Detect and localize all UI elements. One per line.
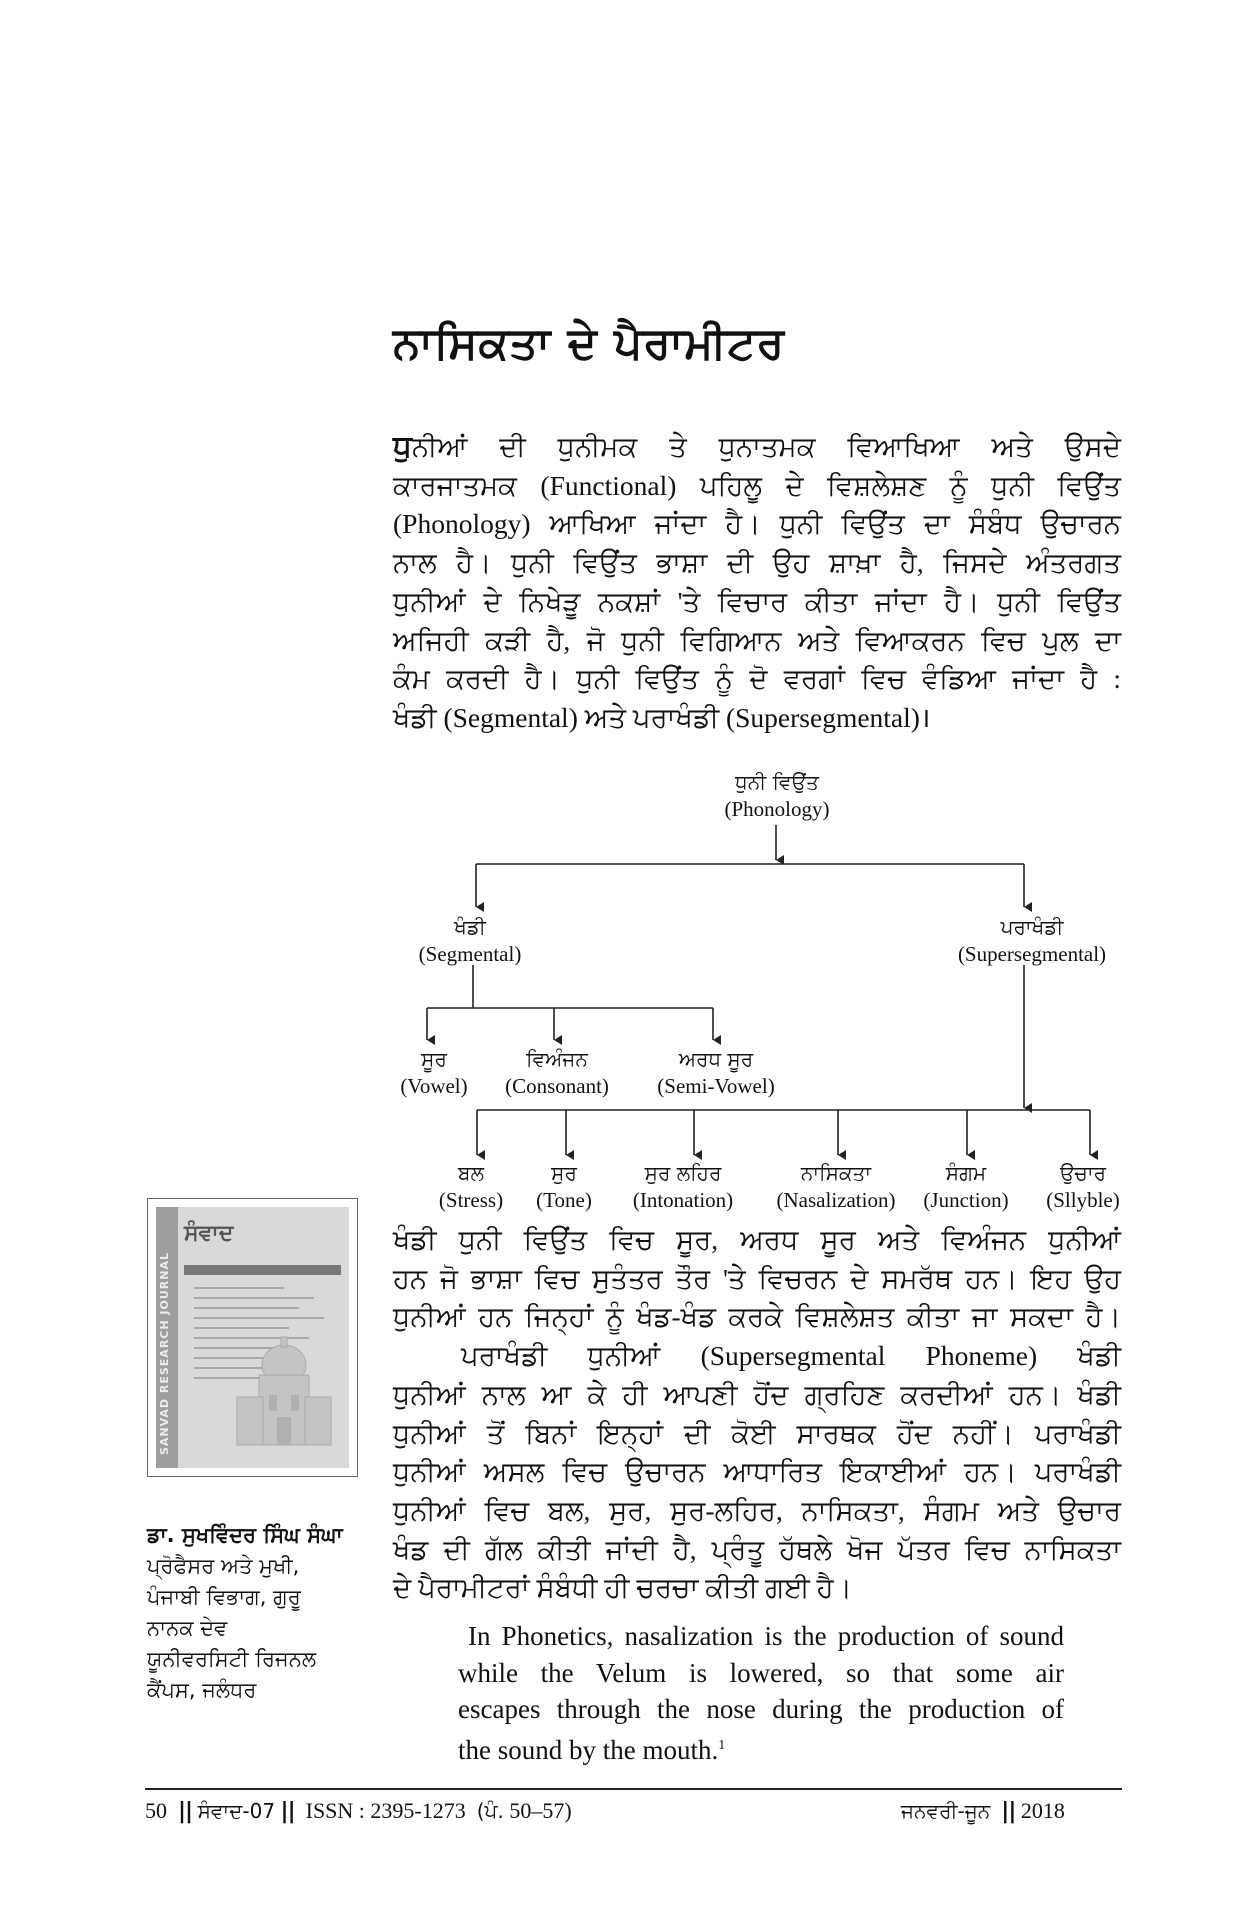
cover-toc-line [194, 1307, 299, 1309]
intro-line: ਨਾਲ ਹੈ। ਧੁਨੀ ਵਿਉਂਤ ਭਾਸ਼ਾ ਦੀ ਉਹ ਸ਼ਾਖ਼ਾ ਹੈ, ਜਿਸਦੇ ਅੰਤਰਗਤ [393, 547, 1121, 579]
author-affiliation-line: ਪੰਜਾਬੀ ਵਿਭਾਗ, ਗੁਰੂ [147, 1585, 301, 1609]
author-affiliation-line: ਪ੍ਰੋਫੈਸਰ ਅਤੇ ਮੁਖੀ, [147, 1554, 300, 1578]
node-stress [439, 1160, 503, 1214]
node-syllable [1046, 1160, 1120, 1214]
page-title: ਨਾਸਿਕਤਾ ਦੇ ਪੈਰਾਮੀਟਰ [393, 318, 785, 369]
block-quote [458, 1618, 1064, 1768]
journal-name: ਸੰਵਾਦ-07 [197, 1799, 276, 1823]
body-line: ਧੁਨੀਆਂ ਹਨ ਜਿਨ੍ਹਾਂ ਨੂੰ ਖੰਡ-ਖੰਡ ਕਰਕੇ ਵਿਸ਼ਲੇਸ਼ਤ ਕੀਤਾ ਜਾ ਸਕਦਾ ਹੈ। [393, 1301, 1121, 1333]
body-line: ਧੁਨੀਆਂ ਨਾਲ ਆ ਕੇ ਹੀ ਆਪਣੀ ਹੋਂਦ ਗ੍ਰਹਿਣ ਕਰਦੀਆਂ ਹਨ। ਖੰਡੀ [393, 1378, 1121, 1410]
node-label-en: (Semi-Vowel) [657, 1074, 775, 1098]
node-label-pa: ਸੰਗਮ [945, 1161, 987, 1185]
pages-ref: 50–57) [509, 1798, 572, 1823]
node-label-en: (Segmental) [418, 942, 522, 966]
body-line: ਦੇ ਪੈਰਾਮੀਟਰਾਂ ਸੰਬੰਧੀ ਹੀ ਚਰਚਾ ਕੀਤੀ ਗਈ ਹੈ। [393, 1572, 853, 1604]
node-label-pa: ਬਲ [457, 1161, 484, 1185]
node-label-pa: ਅਰਧ ਸੂਰ [678, 1047, 754, 1071]
cover-toc-line [194, 1287, 284, 1289]
cover-toc-line [194, 1317, 324, 1319]
issue-period: ਜਨਵਰੀ-ਜੂਨ [901, 1799, 991, 1823]
node-label-pa: ਸੁਰ ਲਹਿਰ [644, 1161, 722, 1185]
body-line: ਖੰਡੀ ਧੁਨੀ ਵਿਉਂਤ ਵਿਚ ਸੂਰ, ਅਰਧ ਸੂਰ ਅਤੇ ਵਿਅੰਜਨ ਧੁਨੀਆਂ [393, 1224, 1121, 1255]
node-junction [923, 1160, 1008, 1214]
node-label-en: (Phonology) [724, 797, 830, 821]
node-label-en: (Tone) [536, 1188, 592, 1212]
body-paragraph [393, 1221, 1121, 1608]
cover-title-bar [184, 1265, 341, 1275]
footer-left [145, 1798, 572, 1824]
node-label-pa: ਸੂਰ [421, 1047, 447, 1071]
body-line: ਖੰਡ ਦੀ ਗੱਲ ਕੀਤੀ ਜਾਂਦੀ ਹੈ, ਪ੍ਰੰਤੂ ਹੱਥਲੇ ਖੋਜ ਪੱਤਰ ਵਿਚ ਨਾਸਿਕਤਾ [393, 1533, 1121, 1565]
node-label-pa: ਧੁਨੀ ਵਿਉਂਤ [735, 770, 819, 794]
cover-spine-text: SANVAD RESEARCH JOURNAL [158, 1252, 171, 1455]
node-label-en: (Intonation) [632, 1188, 734, 1212]
node-nasalization [777, 1160, 896, 1214]
node-label-pa: ਵਿਅੰਜਨ [526, 1047, 588, 1071]
node-label-pa: ਨਾਸਿਕਤਾ [800, 1161, 872, 1185]
cover-building-illustration [229, 1325, 339, 1455]
footer-separator: || [178, 1799, 193, 1824]
page-number: 50 [145, 1798, 167, 1823]
body-line: ਧੁਨੀਆਂ ਤੋਂ ਬਿਨਾਂ ਇਨ੍ਹਾਂ ਦੀ ਕੋਈ ਸਾਰਥਕ ਹੋਂਦ ਨਹੀਂ। ਪਰਾਖੰਡੀ [393, 1417, 1121, 1449]
node-label-pa: ਖੰਡੀ [454, 915, 486, 939]
body-line: ਹਨ ਜੋ ਭਾਸ਼ਾ ਵਿਚ ਸੁਤੰਤਰ ਤੌਰ 'ਤੇ ਵਿਚਰਨ ਦੇ ਸਮਰੱਥ ਹਨ। ਇਹ ਉਹ [393, 1262, 1121, 1294]
node-segmental [419, 914, 522, 968]
quote-line: while the Velum is lowered, so that some air [458, 1657, 1064, 1688]
issue-year: 2018 [1020, 1798, 1065, 1823]
body-line: ਧੁਨੀਆਂ ਅਸਲ ਵਿਚ ਉਚਾਰਨ ਆਧਾਰਿਤ ਇਕਾਈਆਂ ਹਨ। ਪਰਾਖੰਡੀ [393, 1456, 1121, 1488]
node-tone [536, 1160, 592, 1214]
node-label-en: (Stress) [438, 1188, 504, 1212]
node-semi-vowel [657, 1046, 774, 1100]
node-label-en: (Consonant) [505, 1074, 609, 1098]
intro-line: ਖੰਡੀ (Segmental) ਅਤੇ ਪਰਾਖੰਡੀ (Supersegmental)। [393, 701, 931, 733]
intro-line: ਧੁਨੀਆਂ ਦੇ ਨਿਖੇੜੂ ਨਕਸ਼ਾਂ 'ਤੇ ਵਿਚਾਰ ਕੀਤਾ ਜਾਂਦਾ ਹੈ। ਧੁਨੀ ਵਿਉਂਤ [393, 585, 1121, 617]
footnote-marker: 1 [718, 1737, 726, 1753]
footer-right [901, 1798, 1065, 1824]
intro-line: ਕੰਮ ਕਰਦੀ ਹੈ। ਧੁਨੀ ਵਿਉਂਤ ਨੂੰ ਦੋ ਵਰਗਾਂ ਵਿਚ ਵੰਡਿਆ ਜਾਂਦਾ ਹੈ : [393, 663, 1121, 695]
node-phonology [725, 769, 830, 823]
issn: ISSN : 2395-1273 [305, 1798, 466, 1823]
footer-separator: || [280, 1799, 295, 1824]
node-supersegmental [958, 914, 1106, 968]
pages-ref-prefix: (ਪੰ. [476, 1799, 504, 1823]
node-consonant [505, 1046, 609, 1100]
cover-logo: ਸੰਵਾਦ [184, 1221, 234, 1246]
node-label-pa: ਸੁਰ [551, 1161, 577, 1185]
intro-line: (Phonology) ਆਖਿਆ ਜਾਂਦਾ ਹੈ। ਧੁਨੀ ਵਿਉਂਤ ਦਾ ਸੰਬੰਧ ਉਚਾਰਨ [393, 508, 1121, 540]
drop-cap: ਧੁ [393, 429, 412, 464]
node-label-en: (Junction) [923, 1188, 1009, 1212]
node-intonation [633, 1160, 733, 1214]
cover-artwork [156, 1207, 349, 1468]
node-label-en: (Vowel) [400, 1074, 468, 1098]
intro-line-text: ਨੀਆਂ ਦੀ ਧੁਨੀਮਕ ਤੇ ਧੁਨਾਤਮਕ ਵਿਆਖਿਆ ਅਤੇ ਉਸਦੇ [411, 431, 1121, 462]
quote-line-text: the sound by the mouth. [458, 1734, 719, 1765]
author-name: ਡਾ. ਸੁਖਵਿੰਦਰ ਸਿੰਘ ਸੰਘਾ [147, 1523, 343, 1547]
node-label-pa: ਉਚਾਰ [1059, 1161, 1107, 1185]
intro-line: ਕਾਰਜਾਤਮਕ (Functional) ਪਹਿਲੂ ਦੇ ਵਿਸ਼ਲੇਸ਼ਣ ਨੂੰ ਧੁਨੀ ਵਿਉਂਤ [393, 469, 1121, 501]
intro-line: ਅਜਿਹੀ ਕੜੀ ਹੈ, ਜੋ ਧੁਨੀ ਵਿਗਿਆਨ ਅਤੇ ਵਿਆਕਰਨ ਵਿਚ ਪੁਲ ਦਾ [393, 624, 1121, 656]
quote-line [458, 1728, 1064, 1769]
node-vowel [400, 1046, 467, 1100]
node-label-en: (Nasalization) [776, 1188, 896, 1212]
cover-toc-line [194, 1297, 314, 1299]
author-affiliation-line: ਯੂਨੀਵਰਸਿਟੀ ਰਿਜਨਲ [147, 1647, 317, 1671]
footer-rule [145, 1788, 1122, 1790]
quote-line: In Phonetics, nasalization is the production of sound [468, 1621, 1064, 1651]
journal-cover-image [147, 1198, 358, 1477]
node-label-pa: ਪਰਾਖੰਡੀ [1000, 915, 1064, 939]
node-label-en: (Sllyble) [1046, 1188, 1120, 1212]
author-block [147, 1520, 372, 1706]
body-line: ਧੁਨੀਆਂ ਵਿਚ ਬਲ, ਸੁਰ, ਸੁਰ-ਲਹਿਰ, ਨਾਸਿਕਤਾ, ਸੰਗਮ ਅਤੇ ਉਚਾਰ [393, 1494, 1121, 1526]
author-affiliation-line: ਕੈਂਪਸ, ਜਲੰਧਰ [147, 1678, 257, 1702]
quote-line: escapes through the nose during the production of [458, 1694, 1064, 1724]
author-affiliation-line: ਨਾਨਕ ਦੇਵ [147, 1616, 228, 1640]
body-line: ਪਰਾਖੰਡੀ ਧੁਨੀਆਂ (Supersegmental Phoneme) ਖੰਡੀ [461, 1340, 1121, 1372]
footer-separator: || [1001, 1799, 1016, 1824]
node-label-en: (Supersegmental) [957, 942, 1107, 966]
